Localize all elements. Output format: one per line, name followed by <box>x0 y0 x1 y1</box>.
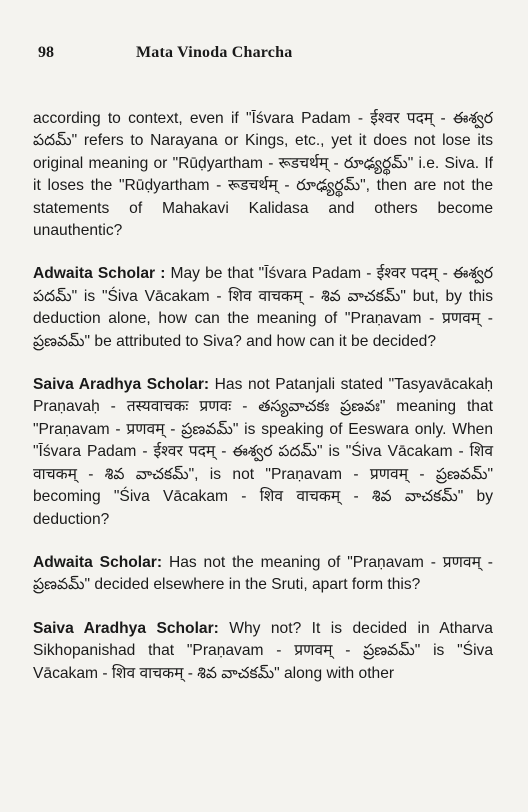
speaker-label: Adwaita Scholar: <box>33 553 169 571</box>
page-header <box>38 44 498 68</box>
paragraph-text: according to context, even if "Īśvara Padam - ईश्वर पदम् - ఈశ్వర పదమ్" refers to Narayana or Kings, etc., yet it does not lose its original meaning or "Rūḍyartham - रूडचर्थम् - రూఢ్యర్థమ్" i.e. Siva. If it loses the "Rūḍyartham - रूडचर्थम् - రూఢ్యర్థమ్", then are not the statements of Mahakavi Kalidasa and others become unauthentic? <box>33 110 493 240</box>
speaker-label: Saiva Aradhya Scholar: <box>33 619 230 637</box>
paragraph-text: Has not the meaning of "Praṇavam - प्रणवम् - ప్రణవమ్" decided elsewhere in the Sruti, apart form this? <box>33 553 494 594</box>
paragraph-continuation <box>33 108 493 242</box>
paragraph-text: Why not? It is decided in Atharva Sikhopanishad that "Praṇavam - प्रणवम् - ప్రణవమ్" is "Śiva Vācakam - शिव वाचकम् - శివ వాచకమ్" along with other <box>33 619 493 682</box>
paragraph-saiva-1 <box>33 374 493 531</box>
running-title: Mata Vinoda Charcha <box>136 44 293 61</box>
speaker-label: Adwaita Scholar : <box>33 265 171 283</box>
paragraph-saiva-2 <box>33 618 493 685</box>
paragraph-text: Has not Patanjali stated "Tasyavācakaḥ Praṇavaḥ - तस्यवाचकः प्रणवः - తస్యవాచకః ప్రణవః" meaning that "Praṇavam - प्रणवम् - ప్రణవమ్" is speaking of Eeswara only. When "Īśvara Padam - ईश्वर पदम् - ఈశ్వర పదమ్" is "Śiva Vācakam - शिव वाचकम् - శివ వాచకమ్", is not "Praṇavam - प्रणवम् - ప్రణవమ్" becoming "Śiva Vācakam - शिव वाचकम् - శివ వాచకమ్" by deduction? <box>33 376 493 528</box>
paragraph-text: May be that "Īśvara Padam - ईश्वर पदम् - ఈశ్వర పదమ్" is "Śiva Vācakam - शिव वाचकम् - శివ వాచకమ్" but, by this deduction alone, how can the meaning of "Praṇavam - प्रणवम् - ప్రణవమ్" be attributed to Siva? and how can it be decided? <box>33 265 493 350</box>
page-body <box>33 108 493 706</box>
speaker-label: Saiva Aradhya Scholar: <box>33 376 215 394</box>
paragraph-adwaita-2 <box>33 552 493 597</box>
page-number: 98 <box>38 44 54 61</box>
paragraph-adwaita-1 <box>33 263 493 353</box>
